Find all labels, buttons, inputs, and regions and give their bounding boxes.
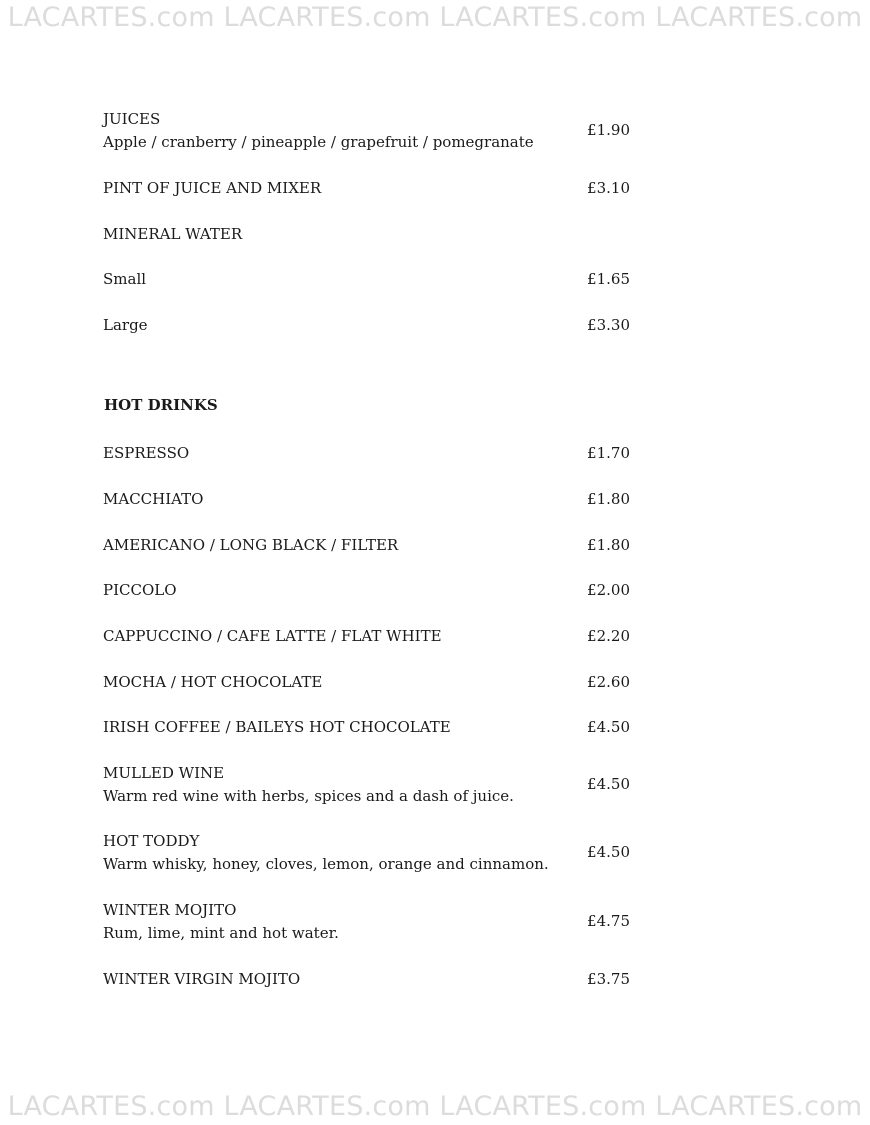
menu-item-cappuccino	[103, 625, 630, 648]
item-description: Apple / cranberry / pineapple / grapefruit / pomegranate	[103, 133, 534, 151]
menu-item-mineral-water	[103, 223, 630, 246]
menu-item-juices	[103, 108, 630, 154]
item-description: Warm red wine with herbs, spices and a dash of juice.	[103, 787, 514, 805]
menu-item-winter-mojito	[103, 899, 630, 945]
item-price: £1.80	[587, 490, 630, 508]
item-name: IRISH COFFEE / BAILEYS HOT CHOCOLATE	[103, 718, 451, 736]
item-description: Warm whisky, honey, cloves, lemon, orange and cinnamon.	[103, 855, 549, 873]
item-price: £4.75	[587, 912, 630, 930]
item-price: £2.60	[587, 673, 630, 691]
item-name: JUICES	[103, 110, 161, 128]
menu-item-mulled-wine	[103, 762, 630, 808]
item-price: £2.20	[587, 627, 630, 645]
item-price: £1.70	[587, 444, 630, 462]
menu-item-piccolo	[103, 579, 630, 602]
item-name: Small	[103, 270, 147, 288]
item-price: £4.50	[587, 843, 630, 861]
menu-item-macchiato	[103, 488, 630, 511]
item-price: £3.30	[587, 316, 630, 334]
item-name: PICCOLO	[103, 581, 177, 599]
item-name: PINT OF JUICE AND MIXER	[103, 179, 322, 197]
section-heading-hot-drinks: HOT DRINKS	[104, 396, 218, 414]
item-name: MACCHIATO	[103, 490, 204, 508]
item-name: MINERAL WATER	[103, 225, 243, 243]
item-price: £1.90	[587, 121, 630, 139]
item-name: HOT TODDY	[103, 832, 200, 850]
watermark-bottom: LACARTES.com LACARTES.com LACARTES.com LACARTES.com	[7, 1091, 863, 1122]
item-price: £4.50	[587, 718, 630, 736]
item-price: £3.75	[587, 970, 630, 988]
item-name: WINTER VIRGIN MOJITO	[103, 970, 301, 988]
menu-item-irish-coffee	[103, 716, 630, 739]
menu-item-large	[103, 314, 630, 337]
item-price: £3.10	[587, 179, 630, 197]
item-name: AMERICANO / LONG BLACK / FILTER	[103, 536, 399, 554]
item-name: ESPRESSO	[103, 444, 190, 462]
watermark-top: LACARTES.com LACARTES.com LACARTES.com LACARTES.com	[7, 2, 863, 33]
item-name: MULLED WINE	[103, 764, 225, 782]
menu-item-hot-toddy	[103, 830, 630, 876]
item-price: £2.00	[587, 581, 630, 599]
item-price: £1.80	[587, 536, 630, 554]
item-price: £1.65	[587, 270, 630, 288]
item-name: Large	[103, 316, 148, 334]
item-name: WINTER MOJITO	[103, 901, 237, 919]
menu-item-espresso	[103, 442, 630, 465]
item-name: MOCHA / HOT CHOCOLATE	[103, 673, 323, 691]
menu-item-americano	[103, 534, 630, 557]
menu-item-pint-juice-mixer	[103, 177, 630, 200]
menu-item-mocha	[103, 671, 630, 694]
item-price: £4.50	[587, 775, 630, 793]
menu-item-winter-virgin-mojito	[103, 968, 630, 991]
item-name: CAPPUCCINO / CAFE LATTE / FLAT WHITE	[103, 627, 442, 645]
menu-item-small	[103, 268, 630, 291]
item-description: Rum, lime, mint and hot water.	[103, 924, 339, 942]
